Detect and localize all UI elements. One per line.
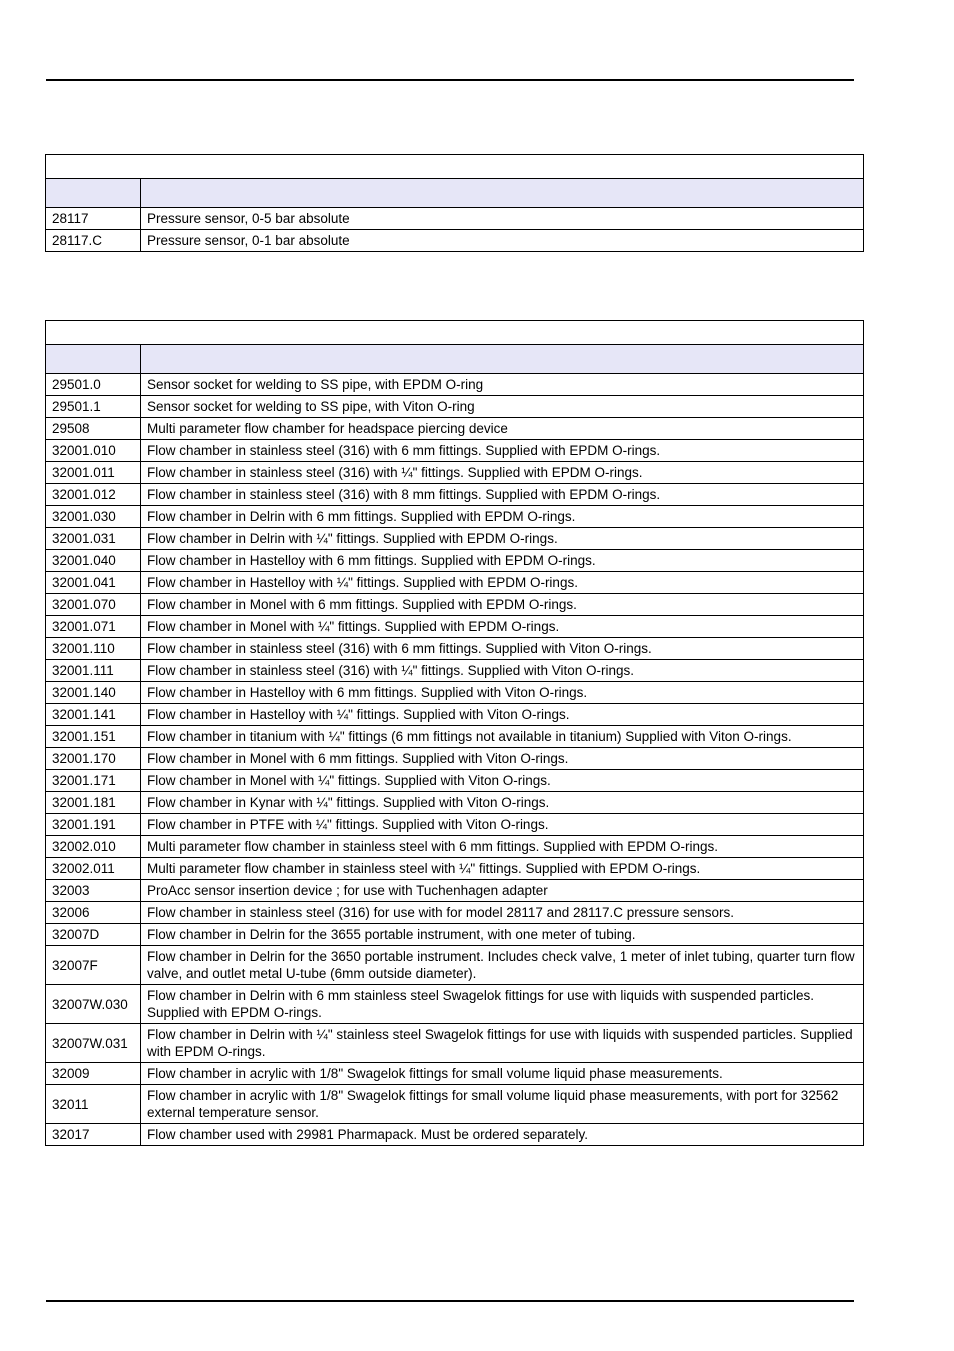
description-cell: Flow chamber in acrylic with 1/8" Swagelok fittings for small volume liquid phase measurements. [141,1063,864,1085]
table-row [46,1085,864,1124]
table-title [46,321,864,345]
description-cell: Flow chamber in Monel with ¼" fittings. Supplied with EPDM O-rings. [141,616,864,638]
table-row [46,924,864,946]
description-cell: Flow chamber in stainless steel (316) for use with for model 28117 and 28117.C pressure sensors. [141,902,864,924]
description-cell: Pressure sensor, 0-1 bar absolute [141,230,864,252]
table-row [46,230,864,252]
table-row [46,1124,864,1146]
description-cell: Flow chamber in Hastelloy with ¼" fittings. Supplied with EPDM O-rings. [141,572,864,594]
part-number-cell: 32006 [46,902,141,924]
part-number-cell: 32001.110 [46,638,141,660]
table-row [46,374,864,396]
part-number-cell: 32002.010 [46,836,141,858]
table-row [46,1024,864,1063]
table-row [46,462,864,484]
description-cell: Flow chamber in Delrin for the 3655 portable instrument, with one meter of tubing. [141,924,864,946]
part-number-cell: 32001.031 [46,528,141,550]
part-number-cell: 32001.071 [46,616,141,638]
table-row [46,506,864,528]
part-number-cell: 32007W.030 [46,985,141,1024]
description-cell: Flow chamber in titanium with ¼" fittings (6 mm fittings not available in titanium) Supplied with Viton O-rings. [141,726,864,748]
part-number-cell: 32001.030 [46,506,141,528]
part-number-cell: 32017 [46,1124,141,1146]
table-row [46,880,864,902]
part-number-cell: 32003 [46,880,141,902]
table-row [46,902,864,924]
part-number-cell: 29508 [46,418,141,440]
description-cell: Flow chamber in stainless steel (316) with 6 mm fittings. Supplied with Viton O-rings. [141,638,864,660]
part-number-cell: 32001.041 [46,572,141,594]
table-row [46,660,864,682]
description-cell: Multi parameter flow chamber in stainless steel with 6 mm fittings. Supplied with EPDM O-rings. [141,836,864,858]
description-cell: Flow chamber in Monel with ¼" fittings. Supplied with Viton O-rings. [141,770,864,792]
part-number-cell: 32001.011 [46,462,141,484]
part-number-cell: 32001.012 [46,484,141,506]
part-number-cell: 32001.151 [46,726,141,748]
table-row [46,836,864,858]
table-row [46,946,864,985]
description-cell: Sensor socket for welding to SS pipe, with Viton O-ring [141,396,864,418]
column-header-description [141,179,864,208]
part-number-cell: 32001.170 [46,748,141,770]
description-cell: Flow chamber in Hastelloy with 6 mm fittings. Supplied with Viton O-rings. [141,682,864,704]
column-header-part-number [46,179,141,208]
description-cell: Flow chamber in stainless steel (316) with ¼" fittings. Supplied with Viton O-rings. [141,660,864,682]
description-cell: Pressure sensor, 0-5 bar absolute [141,208,864,230]
table-row [46,682,864,704]
description-cell: Flow chamber in Hastelloy with 6 mm fittings. Supplied with EPDM O-rings. [141,550,864,572]
table-row [46,418,864,440]
description-cell: Flow chamber in Delrin with 6 mm stainless steel Swagelok fittings for use with liquids with suspended particles. Supplied with EPDM O-rings. [141,985,864,1024]
description-cell: Flow chamber in Monel with 6 mm fittings. Supplied with EPDM O-rings. [141,594,864,616]
footer-rule [46,1300,854,1302]
part-number-cell: 32007D [46,924,141,946]
part-number-cell: 32001.141 [46,704,141,726]
table-row [46,858,864,880]
description-cell: Flow chamber in PTFE with ¼" fittings. Supplied with Viton O-rings. [141,814,864,836]
header-rule [46,79,854,81]
description-cell: Multi parameter flow chamber for headspace piercing device [141,418,864,440]
part-number-cell: 32001.010 [46,440,141,462]
table-row [46,726,864,748]
description-cell: Flow chamber in stainless steel (316) with 8 mm fittings. Supplied with EPDM O-rings. [141,484,864,506]
part-number-cell: 29501.0 [46,374,141,396]
description-cell: Flow chamber in Delrin with ¼" stainless steel Swagelok fittings for use with liquids with suspended particles. Supplied with EPDM O-rings. [141,1024,864,1063]
table-row [46,440,864,462]
description-cell: Flow chamber in Delrin for the 3650 portable instrument. Includes check valve, 1 meter of inlet tubing, quarter turn flow valve, and outlet metal U-tube (6mm outside diameter). [141,946,864,985]
description-cell: Flow chamber in acrylic with 1/8" Swagelok fittings for small volume liquid phase measurements, with port for 32562 external temperature sensor. [141,1085,864,1124]
part-number-cell: 28117.C [46,230,141,252]
table-row [46,616,864,638]
description-cell: Sensor socket for welding to SS pipe, with EPDM O-ring [141,374,864,396]
table-row [46,748,864,770]
part-number-cell: 32001.111 [46,660,141,682]
description-cell: Flow chamber in stainless steel (316) with 6 mm fittings. Supplied with EPDM O-rings. [141,440,864,462]
table-row [46,770,864,792]
description-cell: Flow chamber in Kynar with ¼" fittings. Supplied with Viton O-rings. [141,792,864,814]
description-cell: Multi parameter flow chamber in stainless steel with ¼" fittings. Supplied with EPDM O-rings. [141,858,864,880]
table-row [46,208,864,230]
part-number-cell: 32001.181 [46,792,141,814]
part-number-cell: 32007W.031 [46,1024,141,1063]
description-cell: Flow chamber used with 29981 Pharmapack. Must be ordered separately. [141,1124,864,1146]
pressure-sensor-table [45,154,864,252]
table-row [46,985,864,1024]
part-number-cell: 28117 [46,208,141,230]
part-number-cell: 32001.140 [46,682,141,704]
table-row [46,704,864,726]
part-number-cell: 32002.011 [46,858,141,880]
part-number-cell: 32001.070 [46,594,141,616]
table-title [46,155,864,179]
column-header-part-number [46,345,141,374]
column-header-description [141,345,864,374]
table-row [46,792,864,814]
description-cell: Flow chamber in Monel with 6 mm fittings. Supplied with Viton O-rings. [141,748,864,770]
part-number-cell: 32001.171 [46,770,141,792]
table-row [46,550,864,572]
description-cell: Flow chamber in stainless steel (316) with ¼" fittings. Supplied with EPDM O-rings. [141,462,864,484]
table-row [46,594,864,616]
part-number-cell: 32011 [46,1085,141,1124]
table-row [46,572,864,594]
table-row [46,396,864,418]
description-cell: Flow chamber in Delrin with ¼" fittings. Supplied with EPDM O-rings. [141,528,864,550]
part-number-cell: 32001.191 [46,814,141,836]
description-cell: Flow chamber in Hastelloy with ¼" fittings. Supplied with Viton O-rings. [141,704,864,726]
part-number-cell: 32001.040 [46,550,141,572]
table-row [46,814,864,836]
table-row [46,528,864,550]
part-number-cell: 29501.1 [46,396,141,418]
part-number-cell: 32007F [46,946,141,985]
flow-chamber-table [45,320,864,1146]
table-row [46,638,864,660]
part-number-cell: 32009 [46,1063,141,1085]
description-cell: ProAcc sensor insertion device ; for use with Tuchenhagen adapter [141,880,864,902]
table-row [46,1063,864,1085]
description-cell: Flow chamber in Delrin with 6 mm fittings. Supplied with EPDM O-rings. [141,506,864,528]
table-row [46,484,864,506]
